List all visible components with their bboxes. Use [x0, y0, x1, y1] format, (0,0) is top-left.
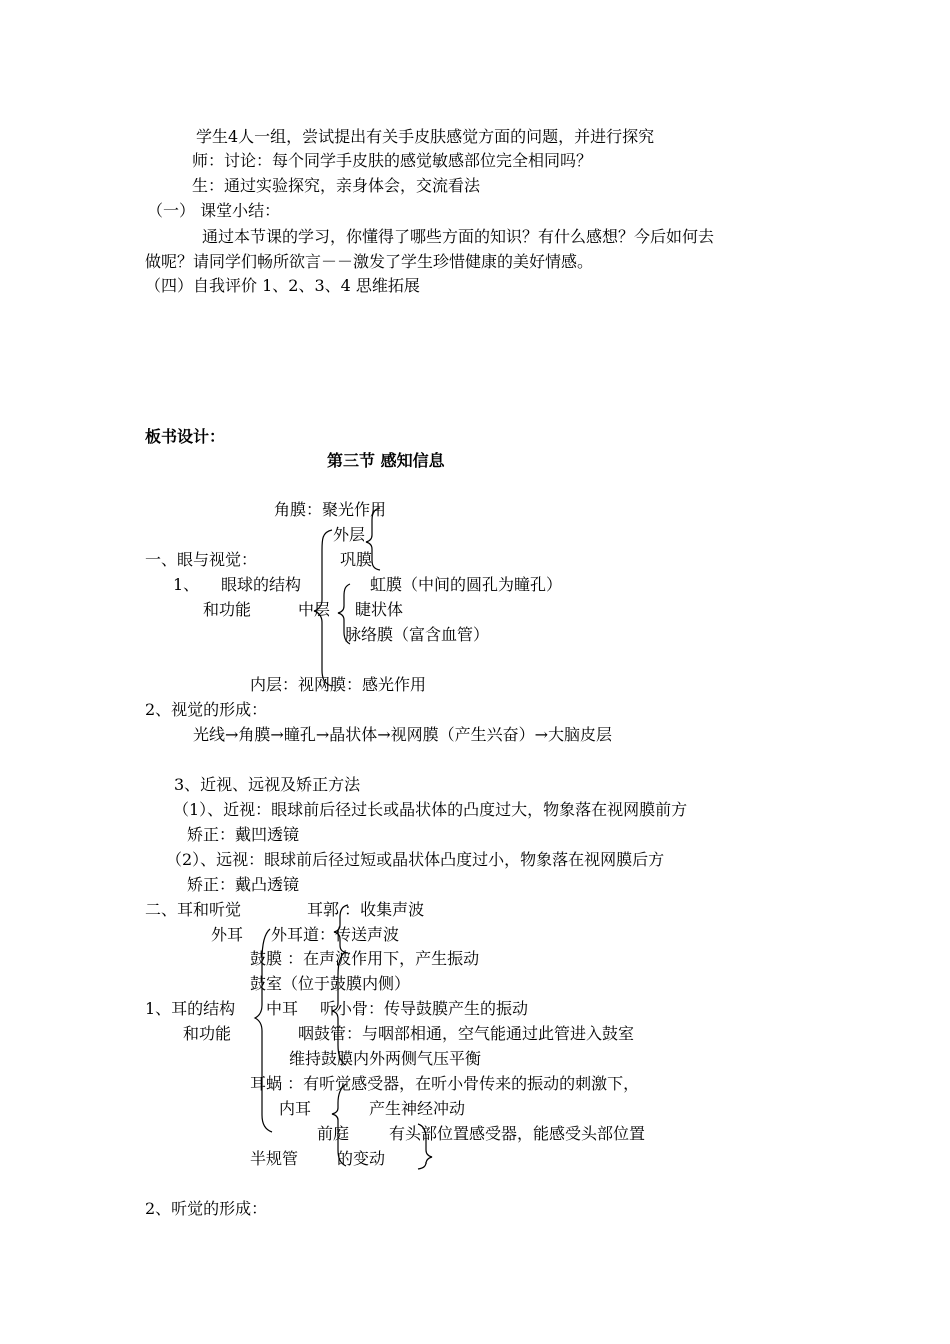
- eye-outer-layer: 外层: [333, 525, 366, 544]
- ear-canals: 半规管: [250, 1149, 299, 1168]
- ear-right-brace: [418, 1124, 432, 1169]
- eye-cornea: 角膜：聚光作用: [274, 500, 387, 519]
- self-eval: （四）自我评价 1、2、3、4 思维拓展: [145, 276, 420, 295]
- ear-eustachian: 咽鼓管：与咽部相通，空气能通过此管进入鼓室: [298, 1024, 635, 1043]
- ear-cochlea: 耳蜗 ：有听觉感受器，在听小骨传来的振动的刺激下，: [250, 1074, 640, 1093]
- ear-inner-brace: [332, 1084, 346, 1166]
- myopia: （1）、近视：眼球前后径过长或晶状体的凸度过大，物象落在视网膜前方: [173, 800, 688, 819]
- eye-middle-brace: [338, 584, 350, 644]
- ear-outer-ear: 外耳: [211, 925, 244, 944]
- eye-structure: 眼球的结构: [221, 575, 302, 594]
- hearing-heading: 2、听觉的形成：: [145, 1199, 268, 1218]
- eye-iris: 虹膜（中间的圆孔为瞳孔）: [370, 575, 563, 594]
- summary-line-1: 通过本节课的学习，你懂得了哪些方面的知识？有什么感想？今后如何去: [202, 227, 715, 246]
- ear-pinna: 耳郭 ：收集声波: [307, 900, 425, 919]
- vision-path: 光线→角膜→瞳孔→晶状体→视网膜（产生兴奋）→大脑皮层: [193, 725, 613, 744]
- intro-line-1: 学生4人一组，尝试提出有关手皮肤感觉方面的问题，并进行探究: [196, 127, 655, 146]
- ear-inner-ear: 内耳: [279, 1099, 312, 1118]
- eye-section-heading: 一、眼与视觉：: [145, 550, 258, 569]
- eye-middle-layer: 中层: [298, 600, 331, 619]
- eye-main-brace: [314, 530, 332, 686]
- eye-sclera: 巩膜: [340, 550, 373, 569]
- eye-structure-num: 1、: [173, 575, 200, 594]
- correction-heading: 3、近视、远视及矫正方法: [174, 775, 361, 794]
- ear-canals-desc: 的变动: [337, 1149, 386, 1168]
- ear-section-heading: 二、耳和听觉: [145, 900, 242, 919]
- eye-ciliary: 睫状体: [355, 600, 404, 619]
- board-title: 第三节 感知信息: [327, 451, 445, 470]
- summary-heading: （一） 课堂小结：: [147, 201, 281, 220]
- ear-middle-ear: 中耳: [266, 999, 299, 1018]
- ear-eardrum: 鼓膜 ：在声波作用下，产生振动: [250, 949, 480, 968]
- eye-inner-layer: 内层：视网膜：感光作用: [250, 675, 427, 694]
- hyperopia: （2）、远视：眼球前后径过短或晶状体凸度过小，物象落在视网膜后方: [166, 850, 665, 869]
- ear-impulse: 产生神经冲动: [369, 1099, 466, 1118]
- ear-vestibule: 前庭: [317, 1124, 350, 1143]
- eye-outer-brace: [366, 508, 380, 570]
- ear-middle-brace: [332, 952, 346, 1065]
- hyperopia-fix: 矫正：戴凸透镜: [187, 875, 300, 894]
- ear-ossicles: 听小骨：传导鼓膜产生的振动: [320, 999, 529, 1018]
- intro-line-2: 师：讨论：每个同学手皮肤的感觉敏感部位完全相同吗？: [192, 151, 593, 170]
- ear-outer-brace: [334, 905, 348, 953]
- ear-vestibule-desc: 有头部位置感受器，能感受头部位置: [389, 1124, 646, 1143]
- ear-pressure: 维持鼓膜内外两侧气压平衡: [289, 1049, 482, 1068]
- ear-function: 和功能: [183, 1024, 232, 1043]
- ear-canal: 外耳道：传送声波: [271, 925, 400, 944]
- ear-tympanic: 鼓室（位于鼓膜内侧）: [250, 974, 411, 993]
- summary-line-2: 做呢？请同学们畅所欲言－－激发了学生珍惜健康的美好情感。: [145, 252, 594, 271]
- intro-line-3: 生：通过实验探究，亲身体会，交流看法: [192, 176, 481, 195]
- board-heading: 板书设计：: [145, 427, 226, 446]
- vision-heading: 2、视觉的形成：: [145, 700, 268, 719]
- ear-structure: 1、耳的结构: [145, 999, 236, 1018]
- eye-choroid: 脉络膜（富含血管）: [345, 625, 490, 644]
- myopia-fix: 矫正：戴凹透镜: [187, 825, 300, 844]
- ear-main-brace: [255, 929, 272, 1132]
- eye-function: 和功能: [203, 600, 252, 619]
